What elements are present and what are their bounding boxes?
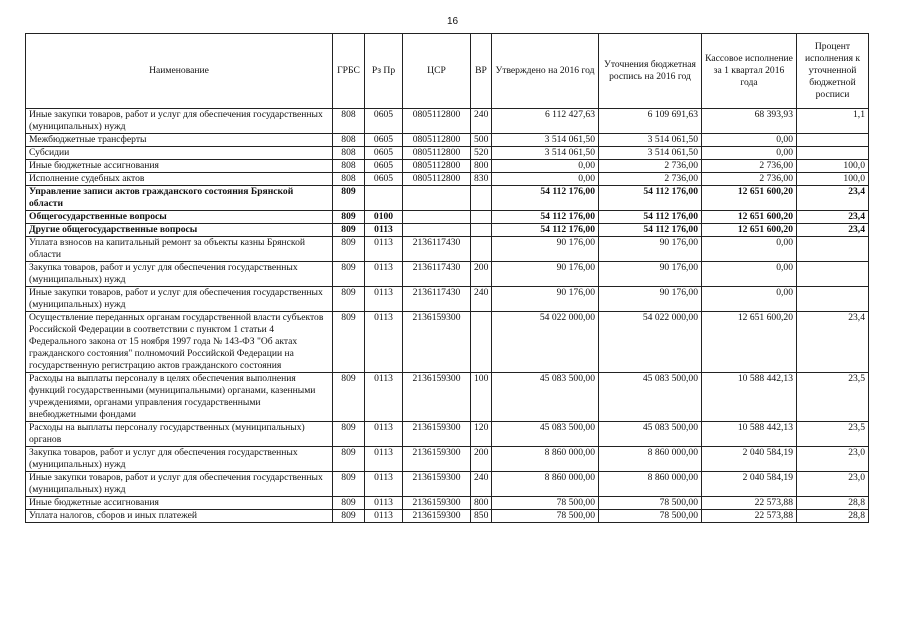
cell-vr: 100 <box>471 373 492 422</box>
cell-percent: 23,5 <box>797 422 869 447</box>
cell-rzpr: 0113 <box>365 472 403 497</box>
cell-cash: 12 651 600,20 <box>702 312 797 373</box>
cell-vr <box>471 211 492 224</box>
cell-csr <box>403 211 471 224</box>
cell-percent <box>797 147 869 160</box>
header-vr: ВР <box>471 34 492 109</box>
cell-grbs: 809 <box>333 287 365 312</box>
cell-grbs: 809 <box>333 472 365 497</box>
cell-approved: 3 514 061,50 <box>492 147 599 160</box>
cell-refined: 54 112 176,00 <box>599 186 702 211</box>
cell-rzpr: 0113 <box>365 422 403 447</box>
cell-approved: 8 860 000,00 <box>492 447 599 472</box>
cell-name: Осуществление переданных органам государственной власти субъектов Российской Федерации в соответствии с пунктом 1 статьи 4 Федерального закона от 15 ноября 1997 года № 143-ФЗ "Об актах гражданского состояния" полномочий Российской Федерации на государственную регистрацию актов гражданского состояния <box>26 312 333 373</box>
cell-grbs: 809 <box>333 422 365 447</box>
cell-grbs: 809 <box>333 211 365 224</box>
cell-name: Управление записи актов гражданского состояния Брянской области <box>26 186 333 211</box>
cell-refined: 3 514 061,50 <box>599 147 702 160</box>
cell-name: Иные бюджетные ассигнования <box>26 160 333 173</box>
cell-approved: 54 112 176,00 <box>492 186 599 211</box>
cell-name: Исполнение судебных актов <box>26 173 333 186</box>
cell-vr: 500 <box>471 134 492 147</box>
table-row <box>26 224 869 237</box>
cell-rzpr: 0113 <box>365 224 403 237</box>
cell-cash: 10 588 442,13 <box>702 373 797 422</box>
cell-cash: 22 573,88 <box>702 497 797 510</box>
header-refined: Уточнения бюджетная роспись на 2016 год <box>599 34 702 109</box>
cell-vr <box>471 237 492 262</box>
cell-cash: 2 736,00 <box>702 160 797 173</box>
cell-vr: 800 <box>471 497 492 510</box>
cell-cash: 10 588 442,13 <box>702 422 797 447</box>
cell-vr <box>471 312 492 373</box>
header-cash: Кассовое исполнение за 1 квартал 2016 года <box>702 34 797 109</box>
cell-percent: 28,8 <box>797 497 869 510</box>
cell-name: Закупка товаров, работ и услуг для обеспечения государственных (муниципальных) нужд <box>26 447 333 472</box>
cell-csr: 2136159300 <box>403 312 471 373</box>
cell-refined: 2 736,00 <box>599 173 702 186</box>
cell-vr: 850 <box>471 510 492 523</box>
cell-percent <box>797 237 869 262</box>
cell-name: Другие общегосударственные вопросы <box>26 224 333 237</box>
cell-refined: 8 860 000,00 <box>599 447 702 472</box>
cell-percent <box>797 134 869 147</box>
cell-name: Расходы на выплаты персоналу в целях обеспечения выполнения функций государственными (муниципальными) органами, казенными учреждениями, органами управления государственными внебюджетными фондами <box>26 373 333 422</box>
cell-name: Иные бюджетные ассигнования <box>26 497 333 510</box>
cell-approved: 78 500,00 <box>492 510 599 523</box>
cell-csr: 0805112800 <box>403 109 471 134</box>
cell-approved: 3 514 061,50 <box>492 134 599 147</box>
budget-table <box>25 33 869 523</box>
header-percent: Процент исполнения к уточненной бюджетной росписи <box>797 34 869 109</box>
cell-vr: 520 <box>471 147 492 160</box>
cell-vr: 200 <box>471 447 492 472</box>
cell-approved: 54 022 000,00 <box>492 312 599 373</box>
cell-approved: 0,00 <box>492 173 599 186</box>
cell-name: Расходы на выплаты персоналу государственных (муниципальных) органов <box>26 422 333 447</box>
cell-refined: 78 500,00 <box>599 497 702 510</box>
cell-refined: 90 176,00 <box>599 287 702 312</box>
table-row <box>26 472 869 497</box>
cell-cash: 12 651 600,20 <box>702 211 797 224</box>
cell-rzpr: 0113 <box>365 510 403 523</box>
cell-rzpr: 0605 <box>365 147 403 160</box>
cell-name: Общегосударственные вопросы <box>26 211 333 224</box>
cell-cash: 0,00 <box>702 134 797 147</box>
cell-cash: 22 573,88 <box>702 510 797 523</box>
cell-csr: 0805112800 <box>403 173 471 186</box>
cell-rzpr: 0100 <box>365 211 403 224</box>
cell-rzpr: 0113 <box>365 262 403 287</box>
cell-csr <box>403 224 471 237</box>
cell-refined: 54 022 000,00 <box>599 312 702 373</box>
table-row <box>26 262 869 287</box>
cell-grbs: 809 <box>333 447 365 472</box>
table-row <box>26 373 869 422</box>
cell-grbs: 808 <box>333 173 365 186</box>
cell-refined: 45 083 500,00 <box>599 422 702 447</box>
cell-percent: 23,4 <box>797 211 869 224</box>
header-row <box>26 34 869 109</box>
cell-grbs: 809 <box>333 224 365 237</box>
cell-csr: 0805112800 <box>403 147 471 160</box>
cell-rzpr: 0113 <box>365 497 403 510</box>
header-csr: ЦСР <box>403 34 471 109</box>
table-body <box>26 109 869 523</box>
table-row <box>26 510 869 523</box>
cell-rzpr: 0113 <box>365 447 403 472</box>
cell-csr: 2136159300 <box>403 422 471 447</box>
cell-vr: 800 <box>471 160 492 173</box>
cell-csr: 0805112800 <box>403 134 471 147</box>
cell-csr: 0805112800 <box>403 160 471 173</box>
cell-percent: 23,0 <box>797 447 869 472</box>
cell-cash: 2 040 584,19 <box>702 472 797 497</box>
cell-refined: 54 112 176,00 <box>599 224 702 237</box>
cell-rzpr: 0113 <box>365 237 403 262</box>
cell-cash: 0,00 <box>702 262 797 287</box>
cell-name: Иные закупки товаров, работ и услуг для обеспечения государственных (муниципальных) нужд <box>26 472 333 497</box>
cell-refined: 90 176,00 <box>599 237 702 262</box>
cell-cash: 0,00 <box>702 237 797 262</box>
cell-name: Уплата налогов, сборов и иных платежей <box>26 510 333 523</box>
cell-name: Уплата взносов на капитальный ремонт за объекты казны Брянской области <box>26 237 333 262</box>
cell-csr: 2136117430 <box>403 287 471 312</box>
cell-name: Закупка товаров, работ и услуг для обеспечения государственных (муниципальных) нужд <box>26 262 333 287</box>
cell-csr: 2136159300 <box>403 373 471 422</box>
header-rzpr: Рз Пр <box>365 34 403 109</box>
cell-name: Межбюджетные трансферты <box>26 134 333 147</box>
table-row <box>26 173 869 186</box>
cell-refined: 6 109 691,63 <box>599 109 702 134</box>
cell-csr: 2136159300 <box>403 472 471 497</box>
cell-cash: 2 736,00 <box>702 173 797 186</box>
cell-percent: 1,1 <box>797 109 869 134</box>
cell-vr: 830 <box>471 173 492 186</box>
cell-rzpr: 0113 <box>365 312 403 373</box>
cell-approved: 90 176,00 <box>492 237 599 262</box>
cell-refined: 54 112 176,00 <box>599 211 702 224</box>
table-row <box>26 211 869 224</box>
cell-name: Иные закупки товаров, работ и услуг для обеспечения государственных (муниципальных) нужд <box>26 109 333 134</box>
cell-name: Иные закупки товаров, работ и услуг для обеспечения государственных (муниципальных) нужд <box>26 287 333 312</box>
header-grbs: ГРБС <box>333 34 365 109</box>
table-row <box>26 312 869 373</box>
cell-rzpr: 0113 <box>365 287 403 312</box>
cell-rzpr: 0605 <box>365 173 403 186</box>
cell-refined: 78 500,00 <box>599 510 702 523</box>
cell-csr: 2136159300 <box>403 510 471 523</box>
cell-csr <box>403 186 471 211</box>
cell-vr: 120 <box>471 422 492 447</box>
cell-approved: 0,00 <box>492 160 599 173</box>
table-row <box>26 147 869 160</box>
cell-approved: 54 112 176,00 <box>492 224 599 237</box>
cell-approved: 90 176,00 <box>492 262 599 287</box>
cell-approved: 45 083 500,00 <box>492 422 599 447</box>
cell-approved: 54 112 176,00 <box>492 211 599 224</box>
cell-approved: 90 176,00 <box>492 287 599 312</box>
cell-rzpr: 0605 <box>365 160 403 173</box>
cell-grbs: 808 <box>333 134 365 147</box>
table-row <box>26 447 869 472</box>
table-row <box>26 237 869 262</box>
cell-refined: 90 176,00 <box>599 262 702 287</box>
cell-refined: 3 514 061,50 <box>599 134 702 147</box>
cell-csr: 2136117430 <box>403 262 471 287</box>
table-row <box>26 422 869 447</box>
cell-vr <box>471 224 492 237</box>
cell-approved: 45 083 500,00 <box>492 373 599 422</box>
cell-cash: 2 040 584,19 <box>702 447 797 472</box>
cell-approved: 6 112 427,63 <box>492 109 599 134</box>
table-row <box>26 109 869 134</box>
cell-rzpr: 0113 <box>365 373 403 422</box>
cell-rzpr: 0605 <box>365 134 403 147</box>
cell-refined: 8 860 000,00 <box>599 472 702 497</box>
cell-cash: 12 651 600,20 <box>702 224 797 237</box>
cell-percent: 100,0 <box>797 160 869 173</box>
cell-percent <box>797 287 869 312</box>
cell-vr: 240 <box>471 287 492 312</box>
cell-grbs: 808 <box>333 147 365 160</box>
cell-grbs: 809 <box>333 262 365 287</box>
cell-cash: 0,00 <box>702 147 797 160</box>
header-name: Наименование <box>26 34 333 109</box>
cell-cash: 12 651 600,20 <box>702 186 797 211</box>
cell-vr <box>471 186 492 211</box>
cell-vr: 200 <box>471 262 492 287</box>
cell-cash: 68 393,93 <box>702 109 797 134</box>
table-row <box>26 287 869 312</box>
cell-grbs: 809 <box>333 312 365 373</box>
cell-cash: 0,00 <box>702 287 797 312</box>
cell-approved: 78 500,00 <box>492 497 599 510</box>
cell-percent: 23,0 <box>797 472 869 497</box>
cell-refined: 45 083 500,00 <box>599 373 702 422</box>
cell-csr: 2136117430 <box>403 237 471 262</box>
cell-percent: 23,4 <box>797 312 869 373</box>
page-number: 16 <box>446 16 459 27</box>
cell-grbs: 809 <box>333 497 365 510</box>
cell-grbs: 809 <box>333 186 365 211</box>
cell-refined: 2 736,00 <box>599 160 702 173</box>
cell-percent: 23,4 <box>797 224 869 237</box>
cell-grbs: 809 <box>333 373 365 422</box>
cell-vr: 240 <box>471 109 492 134</box>
cell-name: Субсидии <box>26 147 333 160</box>
cell-grbs: 809 <box>333 237 365 262</box>
cell-percent: 28,8 <box>797 510 869 523</box>
cell-grbs: 809 <box>333 510 365 523</box>
cell-grbs: 808 <box>333 160 365 173</box>
cell-percent: 23,4 <box>797 186 869 211</box>
table-row <box>26 134 869 147</box>
cell-vr: 240 <box>471 472 492 497</box>
header-approved: Утверждено на 2016 год <box>492 34 599 109</box>
cell-csr: 2136159300 <box>403 497 471 510</box>
table-row <box>26 497 869 510</box>
cell-percent <box>797 262 869 287</box>
cell-grbs: 808 <box>333 109 365 134</box>
cell-approved: 8 860 000,00 <box>492 472 599 497</box>
table-row <box>26 186 869 211</box>
cell-csr: 2136159300 <box>403 447 471 472</box>
cell-rzpr <box>365 186 403 211</box>
cell-percent: 23,5 <box>797 373 869 422</box>
table-row <box>26 160 869 173</box>
cell-rzpr: 0605 <box>365 109 403 134</box>
cell-percent: 100,0 <box>797 173 869 186</box>
